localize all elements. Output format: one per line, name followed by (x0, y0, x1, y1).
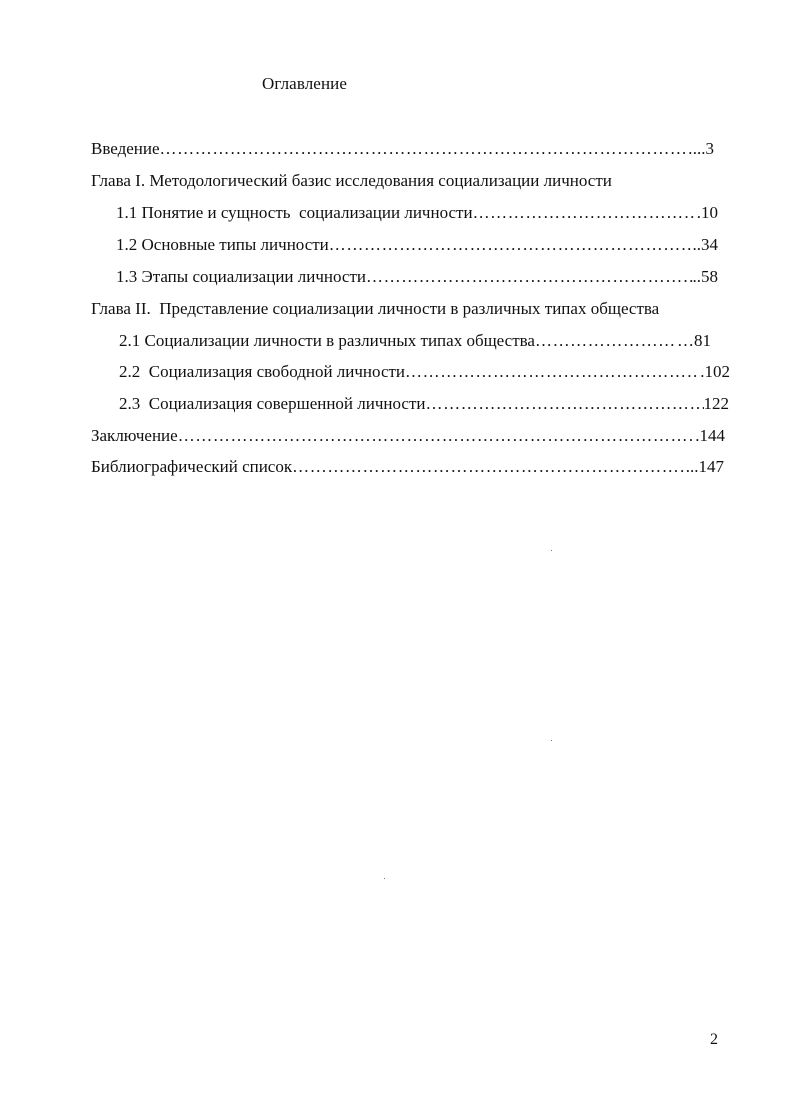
toc-entry-introduction (91, 138, 714, 160)
dot-leader (535, 330, 677, 352)
toc-entry-page: …81 (677, 331, 711, 350)
toc-entry-label: Глава I. Методологический базис исследования социализации личности (91, 171, 612, 190)
dot-leader (405, 361, 700, 383)
dot-leader (473, 202, 697, 224)
dot-leader (160, 138, 693, 160)
toc-entry-page: 122 (703, 394, 729, 413)
scan-speck (384, 878, 385, 879)
toc-entry-page: ..147 (690, 457, 724, 476)
toc-entry-section-1-3 (116, 266, 718, 288)
dot-leader (329, 234, 693, 256)
toc-entry-bibliography (91, 456, 724, 478)
toc-entry-label: Библиографический список (91, 457, 293, 476)
dot-leader (366, 266, 693, 288)
toc-entry-label: 1.2 Основные типы личности (116, 235, 329, 254)
toc-entry-label: Введение (91, 139, 160, 158)
toc-entry-label: Заключение (91, 426, 178, 445)
toc-entry-page: ..34 (692, 235, 718, 254)
scan-speck (551, 550, 552, 551)
dot-leader (178, 425, 696, 447)
toc-entry-label: 2.1 Социализации личности в различных типах общества (119, 331, 535, 350)
toc-entry-section-1-1 (116, 202, 718, 224)
toc-entry-page: ...3 (692, 139, 714, 158)
toc-entry-label: 1.1 Понятие и сущность социализации личности (116, 203, 473, 222)
dot-leader (292, 456, 690, 478)
toc-title: Оглавление (262, 74, 347, 93)
toc-entry-conclusion (91, 425, 725, 447)
toc-entry-label: 2.2 Социализация свободной личности (119, 362, 406, 381)
toc-entry-page: .144 (695, 426, 725, 445)
scan-speck (551, 740, 552, 741)
toc-entry-chapter-1 (91, 170, 612, 192)
toc-entry-chapter-2 (91, 298, 659, 320)
toc-entry-page: .102 (700, 362, 730, 381)
page-number: 2 (710, 1031, 718, 1048)
toc-entry-label: 2.3 Социализация совершенной личности (119, 394, 426, 413)
toc-entry-label: Глава II. Представление социализации личности в различных типах общества (91, 299, 660, 318)
toc-entry-page: .10 (696, 203, 718, 222)
toc-entry-section-1-2 (116, 234, 718, 256)
toc-entry-section-2-3 (119, 393, 729, 415)
dot-leader (426, 393, 704, 415)
toc-entry-label: 1.3 Этапы социализации личности (116, 267, 366, 286)
toc-entry-page: ..58 (692, 267, 718, 286)
toc-entry-section-2-1 (119, 330, 711, 352)
toc-entry-section-2-2 (119, 361, 730, 383)
